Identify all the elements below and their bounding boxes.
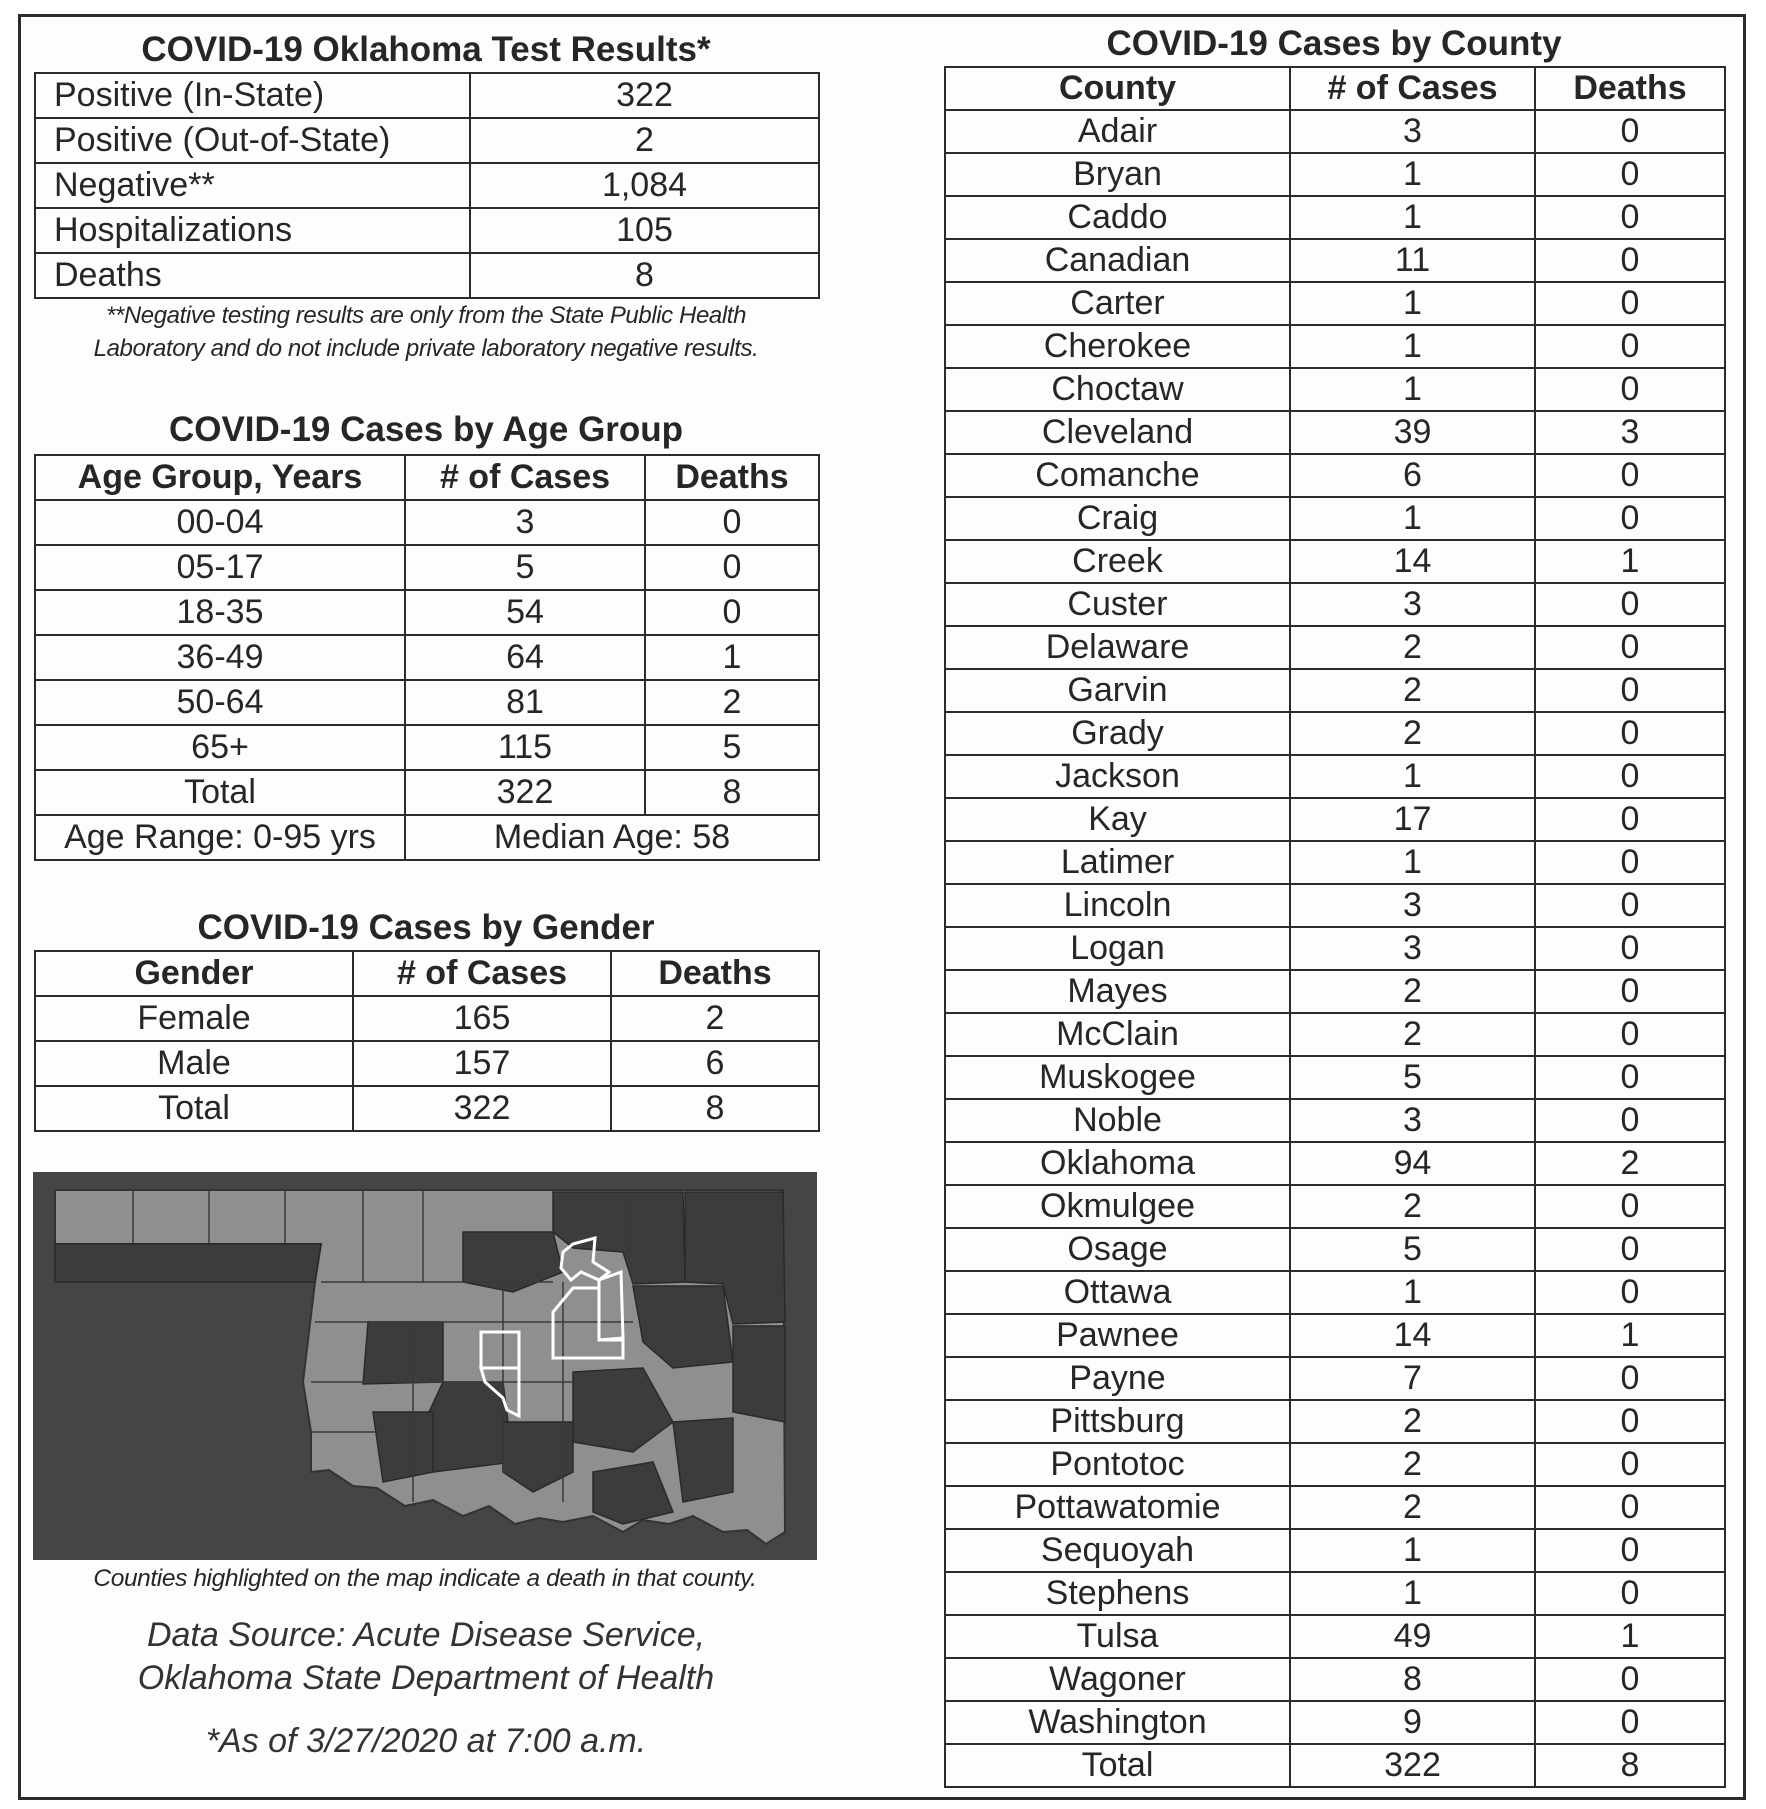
data-source-line2: Oklahoma State Department of Health [137, 1659, 715, 1697]
age-header-deaths: Deaths [645, 455, 819, 500]
county-deaths-cell: 0 [1535, 1443, 1725, 1486]
county-cases-cell: 8 [1290, 1658, 1535, 1701]
table-row [945, 755, 1725, 798]
county-shape [55, 1244, 321, 1282]
age-cases-cell: 322 [405, 770, 645, 815]
table-row [35, 996, 819, 1041]
county-cases-cell: 1 [1290, 153, 1535, 196]
table-row [945, 282, 1725, 325]
county-cases-cell: 3 [1290, 583, 1535, 626]
county-deaths-cell: 2 [1535, 1142, 1725, 1185]
county-deaths-cell: 0 [1535, 454, 1725, 497]
test-result-label: Negative** [35, 163, 470, 208]
county-cases-cell: 1 [1290, 841, 1535, 884]
gender-title: COVID-19 Cases by Gender [197, 908, 655, 947]
table-row [945, 153, 1725, 196]
age-deaths-cell: 1 [645, 635, 819, 680]
gender-cell: Female [35, 996, 353, 1041]
table-row [945, 1013, 1725, 1056]
county-name-cell: Adair [945, 110, 1290, 153]
county-deaths-cell: 0 [1535, 497, 1725, 540]
gender-deaths-cell: 6 [611, 1041, 819, 1086]
county-name-cell: Washington [945, 1701, 1290, 1744]
county-deaths-cell: 0 [1535, 841, 1725, 884]
county-name-cell: Noble [945, 1099, 1290, 1142]
age-group-table [34, 454, 820, 861]
county-cases-cell: 3 [1290, 1099, 1535, 1142]
county-name-cell: Choctaw [945, 368, 1290, 411]
county-cases-cell: 2 [1290, 1443, 1535, 1486]
county-cases-cell: 1 [1290, 196, 1535, 239]
age-deaths-cell: 0 [645, 590, 819, 635]
county-name-cell: Wagoner [945, 1658, 1290, 1701]
table-row [945, 196, 1725, 239]
table-row [35, 118, 819, 163]
test-results-table [34, 72, 820, 299]
county-deaths-cell: 0 [1535, 1572, 1725, 1615]
table-row [945, 411, 1725, 454]
county-name-cell: Ottawa [945, 1271, 1290, 1314]
county-name-cell: Sequoyah [945, 1529, 1290, 1572]
test-result-value: 322 [470, 73, 819, 118]
table-row [35, 725, 819, 770]
county-deaths-cell: 0 [1535, 239, 1725, 282]
table-row [945, 1314, 1725, 1357]
county-name-cell: Pottawatomie [945, 1486, 1290, 1529]
county-shape [673, 1418, 733, 1502]
age-deaths-cell: 2 [645, 680, 819, 725]
median-age: Median Age: 58 [405, 815, 819, 860]
age-cases-cell: 3 [405, 500, 645, 545]
table-row [945, 239, 1725, 282]
county-name-cell: Bryan [945, 153, 1290, 196]
age-group-cell: 18-35 [35, 590, 405, 635]
table-row [35, 680, 819, 725]
table-row [945, 368, 1725, 411]
test-result-label: Positive (Out-of-State) [35, 118, 470, 163]
gender-header-deaths: Deaths [611, 951, 819, 996]
county-deaths-cell: 0 [1535, 1056, 1725, 1099]
table-row [945, 1615, 1725, 1658]
table-row [945, 712, 1725, 755]
county-cases-cell: 3 [1290, 884, 1535, 927]
county-cases-cell: 2 [1290, 970, 1535, 1013]
county-cases-cell: 5 [1290, 1056, 1535, 1099]
gender-cell: Total [35, 1086, 353, 1131]
negative-footnote-line2: Laboratory and do not include private laboratory negative results. [93, 335, 759, 362]
county-cases-cell: 11 [1290, 239, 1535, 282]
gender-deaths-cell: 8 [611, 1086, 819, 1131]
county-cases-cell: 1 [1290, 282, 1535, 325]
county-deaths-cell: 1 [1535, 540, 1725, 583]
age-header-group: Age Group, Years [35, 455, 405, 500]
age-group-title: COVID-19 Cases by Age Group [168, 410, 684, 449]
county-deaths-cell: 0 [1535, 1099, 1725, 1142]
age-cases-cell: 5 [405, 545, 645, 590]
county-deaths-cell: 0 [1535, 1658, 1725, 1701]
county-deaths-cell: 0 [1535, 583, 1725, 626]
county-name-cell: Lincoln [945, 884, 1290, 927]
gender-deaths-cell: 2 [611, 996, 819, 1041]
age-cases-cell: 81 [405, 680, 645, 725]
age-deaths-cell: 5 [645, 725, 819, 770]
age-group-cell: 36-49 [35, 635, 405, 680]
county-name-cell: Mayes [945, 970, 1290, 1013]
county-name-cell: Creek [945, 540, 1290, 583]
county-name-cell: Jackson [945, 755, 1290, 798]
county-shape [733, 1326, 785, 1422]
county-deaths-cell: 0 [1535, 1357, 1725, 1400]
table-row [35, 1041, 819, 1086]
negative-footnote-line1: **Negative testing results are only from the State Public Health [105, 302, 747, 329]
table-row [35, 253, 819, 298]
county-cases-cell: 2 [1290, 626, 1535, 669]
test-result-value: 2 [470, 118, 819, 163]
county-name-cell: Canadian [945, 239, 1290, 282]
county-deaths-cell: 0 [1535, 1228, 1725, 1271]
table-row [945, 970, 1725, 1013]
county-table [944, 66, 1726, 1788]
table-row [945, 927, 1725, 970]
county-cases-cell: 2 [1290, 1400, 1535, 1443]
county-name-cell: Caddo [945, 196, 1290, 239]
county-cases-cell: 3 [1290, 110, 1535, 153]
county-name-cell: McClain [945, 1013, 1290, 1056]
county-deaths-cell: 1 [1535, 1314, 1725, 1357]
age-deaths-cell: 8 [645, 770, 819, 815]
age-group-cell: 65+ [35, 725, 405, 770]
gender-header-cases: # of Cases [353, 951, 611, 996]
county-deaths-cell: 0 [1535, 970, 1725, 1013]
county-name-cell: Pawnee [945, 1314, 1290, 1357]
county-title: COVID-19 Cases by County [1106, 24, 1562, 63]
age-deaths-cell: 0 [645, 545, 819, 590]
county-deaths-cell: 0 [1535, 368, 1725, 411]
county-name-cell: Muskogee [945, 1056, 1290, 1099]
table-row [945, 1744, 1725, 1787]
county-name-cell: Payne [945, 1357, 1290, 1400]
age-cases-cell: 64 [405, 635, 645, 680]
county-name-cell: Oklahoma [945, 1142, 1290, 1185]
county-deaths-cell: 0 [1535, 1486, 1725, 1529]
county-cases-cell: 1 [1290, 1271, 1535, 1314]
table-row [35, 163, 819, 208]
county-name-cell: Osage [945, 1228, 1290, 1271]
county-cases-cell: 49 [1290, 1615, 1535, 1658]
county-deaths-cell: 1 [1535, 1615, 1725, 1658]
county-cases-cell: 322 [1290, 1744, 1535, 1787]
table-row [945, 841, 1725, 884]
county-name-cell: Cleveland [945, 411, 1290, 454]
county-name-cell: Cherokee [945, 325, 1290, 368]
county-deaths-cell: 0 [1535, 1400, 1725, 1443]
gender-cases-cell: 322 [353, 1086, 611, 1131]
age-cases-cell: 54 [405, 590, 645, 635]
table-row [945, 1228, 1725, 1271]
age-group-cell: Total [35, 770, 405, 815]
gender-header-gender: Gender [35, 951, 353, 996]
age-group-cell: 50-64 [35, 680, 405, 725]
county-deaths-cell: 0 [1535, 884, 1725, 927]
county-shape [363, 1322, 443, 1384]
county-deaths-cell: 0 [1535, 153, 1725, 196]
test-result-value: 105 [470, 208, 819, 253]
table-row [945, 1271, 1725, 1314]
county-header-county: County [945, 67, 1290, 110]
county-name-cell: Pontotoc [945, 1443, 1290, 1486]
as-of-date: *As of 3/27/2020 at 7:00 a.m. [205, 1722, 647, 1760]
county-name-cell: Custer [945, 583, 1290, 626]
county-cases-cell: 2 [1290, 1013, 1535, 1056]
gender-cases-cell: 165 [353, 996, 611, 1041]
county-name-cell: Kay [945, 798, 1290, 841]
county-cases-cell: 3 [1290, 927, 1535, 970]
test-result-label: Deaths [35, 253, 470, 298]
county-cases-cell: 14 [1290, 1314, 1535, 1357]
table-row [35, 500, 819, 545]
table-row [945, 1443, 1725, 1486]
county-name-cell: Garvin [945, 669, 1290, 712]
county-cases-cell: 7 [1290, 1357, 1535, 1400]
county-name-cell: Carter [945, 282, 1290, 325]
table-row [945, 1701, 1725, 1744]
table-row [35, 208, 819, 253]
county-deaths-cell: 3 [1535, 411, 1725, 454]
county-deaths-cell: 0 [1535, 755, 1725, 798]
table-row [945, 540, 1725, 583]
county-deaths-cell: 0 [1535, 196, 1725, 239]
county-name-cell: Craig [945, 497, 1290, 540]
table-row [945, 583, 1725, 626]
county-deaths-cell: 0 [1535, 325, 1725, 368]
county-deaths-cell: 0 [1535, 626, 1725, 669]
county-cases-cell: 1 [1290, 755, 1535, 798]
table-row [945, 454, 1725, 497]
county-deaths-cell: 0 [1535, 1013, 1725, 1056]
county-deaths-cell: 0 [1535, 1185, 1725, 1228]
table-row [945, 325, 1725, 368]
table-row [945, 884, 1725, 927]
table-row [945, 1486, 1725, 1529]
county-deaths-cell: 0 [1535, 110, 1725, 153]
gender-table [34, 950, 820, 1132]
map-caption: Counties highlighted on the map indicate a death in that county. [93, 1565, 757, 1592]
test-result-value: 1,084 [470, 163, 819, 208]
county-deaths-cell: 0 [1535, 798, 1725, 841]
table-row [945, 1529, 1725, 1572]
county-deaths-cell: 0 [1535, 712, 1725, 755]
county-deaths-cell: 0 [1535, 1701, 1725, 1744]
county-cases-cell: 94 [1290, 1142, 1535, 1185]
county-deaths-cell: 0 [1535, 669, 1725, 712]
test-result-label: Positive (In-State) [35, 73, 470, 118]
table-row [945, 1056, 1725, 1099]
table-row [945, 798, 1725, 841]
table-row [35, 635, 819, 680]
county-header-cases: # of Cases [1290, 67, 1535, 110]
county-deaths-cell: 8 [1535, 1744, 1725, 1787]
county-name-cell: Pittsburg [945, 1400, 1290, 1443]
county-name-cell: Grady [945, 712, 1290, 755]
table-row [945, 1185, 1725, 1228]
table-row [945, 1572, 1725, 1615]
table-row [945, 110, 1725, 153]
county-cases-cell: 5 [1290, 1228, 1535, 1271]
county-name-cell: Logan [945, 927, 1290, 970]
county-name-cell: Stephens [945, 1572, 1290, 1615]
county-shape [373, 1412, 433, 1482]
age-group-cell: 05-17 [35, 545, 405, 590]
county-cases-cell: 1 [1290, 325, 1535, 368]
county-cases-cell: 2 [1290, 1486, 1535, 1529]
county-deaths-cell: 0 [1535, 1271, 1725, 1314]
age-group-cell: 00-04 [35, 500, 405, 545]
county-cases-cell: 17 [1290, 798, 1535, 841]
county-name-cell: Okmulgee [945, 1185, 1290, 1228]
test-results-title: COVID-19 Oklahoma Test Results* [141, 30, 711, 69]
county-name-cell: Tulsa [945, 1615, 1290, 1658]
table-row [945, 1357, 1725, 1400]
county-name-cell: Delaware [945, 626, 1290, 669]
table-row [945, 626, 1725, 669]
county-cases-cell: 2 [1290, 1185, 1535, 1228]
county-name-cell: Latimer [945, 841, 1290, 884]
table-row [35, 770, 819, 815]
age-deaths-cell: 0 [645, 500, 819, 545]
county-cases-cell: 1 [1290, 497, 1535, 540]
table-row [35, 73, 819, 118]
county-name-cell: Total [945, 1744, 1290, 1787]
county-deaths-cell: 0 [1535, 927, 1725, 970]
county-cases-cell: 1 [1290, 1572, 1535, 1615]
table-row [35, 545, 819, 590]
county-cases-cell: 39 [1290, 411, 1535, 454]
county-cases-cell: 1 [1290, 1529, 1535, 1572]
county-cases-cell: 2 [1290, 669, 1535, 712]
county-cases-cell: 9 [1290, 1701, 1535, 1744]
table-row [945, 1142, 1725, 1185]
oklahoma-county-map [33, 1172, 817, 1560]
county-deaths-cell: 0 [1535, 282, 1725, 325]
table-row [945, 497, 1725, 540]
gender-cases-cell: 157 [353, 1041, 611, 1086]
age-cases-cell: 115 [405, 725, 645, 770]
county-cases-cell: 2 [1290, 712, 1535, 755]
county-cases-cell: 6 [1290, 454, 1535, 497]
table-row [945, 1658, 1725, 1701]
gender-cell: Male [35, 1041, 353, 1086]
table-row [945, 669, 1725, 712]
table-row [35, 1086, 819, 1131]
county-cases-cell: 1 [1290, 368, 1535, 411]
data-source-line1: Data Source: Acute Disease Service, [146, 1616, 706, 1654]
table-row [945, 1099, 1725, 1142]
age-range: Age Range: 0-95 yrs [35, 815, 405, 860]
test-result-label: Hospitalizations [35, 208, 470, 253]
table-row [945, 1400, 1725, 1443]
test-result-value: 8 [470, 253, 819, 298]
county-cases-cell: 14 [1290, 540, 1535, 583]
county-header-deaths: Deaths [1535, 67, 1725, 110]
age-header-cases: # of Cases [405, 455, 645, 500]
county-deaths-cell: 0 [1535, 1529, 1725, 1572]
table-row [35, 590, 819, 635]
county-name-cell: Comanche [945, 454, 1290, 497]
